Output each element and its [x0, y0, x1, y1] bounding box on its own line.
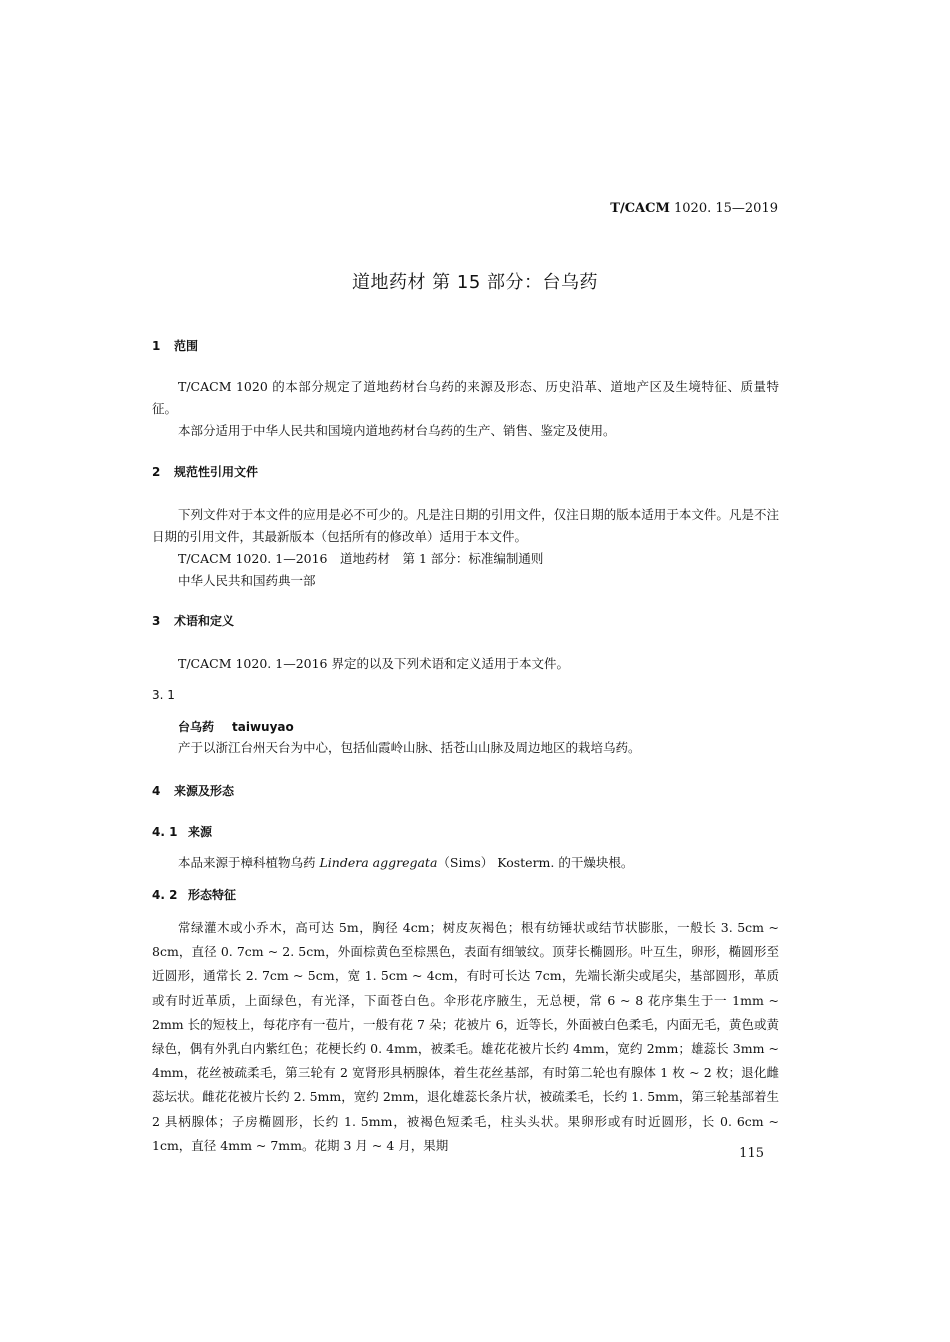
subsection-4-1-heading — [152, 823, 212, 841]
section-number: 3 — [152, 614, 161, 628]
standard-code — [610, 200, 778, 218]
document-title: 道地药材 第 15 部分：台乌药 — [351, 272, 599, 293]
term-chinese: 台乌药 — [178, 720, 215, 734]
section-4-heading — [152, 782, 234, 800]
section-1-paragraph-2: 本部分适用于中华人民共和国境内道地药材台乌药的生产、销售、鉴定及使用。 — [178, 423, 616, 438]
subsection-3-1-number: 3. 1 — [152, 688, 175, 702]
section-title: 规范性引用文件 — [174, 465, 259, 479]
normative-reference-2: 中华人民共和国药典一部 — [178, 573, 316, 588]
latin-species-name: Lindera aggregata — [319, 855, 438, 870]
page-number: 115 — [739, 1146, 764, 1161]
section-number: 2 — [152, 465, 161, 479]
source-text-post: （Sims） Kosterm. 的干燥块根。 — [437, 855, 634, 870]
normative-reference-1: T/CACM 1020. 1—2016 道地药材 第 1 部分：标准编制通则 — [178, 551, 544, 566]
subsection-number: 4. 1 — [152, 825, 178, 839]
section-1-paragraph-1: T/CACM 1020 的本部分规定了道地药材台乌药的来源及形态、历史沿革、道地产区及生境特征、质量特征。 — [152, 379, 779, 416]
section-number: 1 — [152, 339, 161, 353]
standard-code-number: 1020. 15—2019 — [674, 201, 778, 216]
term-entry — [178, 717, 294, 737]
section-title: 范围 — [174, 339, 199, 353]
section-1-heading — [152, 337, 198, 355]
subsection-title: 来源 — [188, 825, 213, 839]
subsection-title: 形态特征 — [188, 888, 237, 902]
subsection-4-2-heading — [152, 886, 236, 904]
source-sentence — [178, 852, 633, 874]
subsection-number: 4. 2 — [152, 888, 178, 902]
section-title: 术语和定义 — [174, 614, 235, 628]
term-english: taiwuyao — [232, 720, 294, 734]
section-3-heading — [152, 612, 234, 630]
section-title: 来源及形态 — [174, 784, 235, 798]
term-definition: 产于以浙江台州天台为中心，包括仙霞岭山脉、括苍山山脉及周边地区的栽培乌药。 — [178, 740, 641, 755]
section-2-heading — [152, 463, 258, 481]
section-number: 4 — [152, 784, 161, 798]
morphology-paragraph: 常绿灌木或小乔木，高可达 5m，胸径 4cm；树皮灰褐色；根有纺锤状或结节状膨胀，一般长 3. 5cm ~ 8cm，直径 0. 7cm ~ 2. 5cm，外面棕黄色至棕黑色，表面有细皱纹。顶芽长椭圆形。叶互生，卵形，椭圆形至近圆形，通常长 2. 7cm ~ 5cm，宽 1. 5cm ~ 4cm，有时可长达 7cm，先端长渐尖或尾尖，基部圆形，革质或有时近革质，上面绿色，有光泽，下面苍白色。伞形花序腋生，无总梗，常 6 ~ 8 花序集生于一 1mm ~ 2mm 长的短枝上，每花序有一苞片，一般有花 7 朵；花被片 6，近等长，外面被白色柔毛，内面无毛，黄色或黄绿色，偶有外乳白内紫红色；花梗长约 0. 4mm，被柔毛。雄花花被片长约 4mm，宽约 2mm；雄蕊长 3mm ~ 4mm，花丝被疏柔毛，第三轮有 2 宽肾形具柄腺体，着生花丝基部，有时第二轮也有腺体 1 枚 ~ 2 枚；退化雌蕊坛状。雌花花被片长约 2. 5mm，宽约 2mm，退化雄蕊长条片状，被疏柔毛，长约 1. 5mm，第三轮基部着生 2 具柄腺体；子房椭圆形，长约 1. 5mm，被褐色短柔毛，柱头头状。果卵形或有时近圆形，长 0. 6cm ~ 1cm，直径 4mm ~ 7mm。花期 3 月 ~ 4 月，果期 — [152, 920, 779, 1153]
section-3-paragraph-1: T/CACM 1020. 1—2016 界定的以及下列术语和定义适用于本文件。 — [178, 656, 569, 671]
source-text-pre: 本品来源于樟科植物乌药 — [178, 855, 320, 870]
standard-code-prefix: T/CACM — [610, 201, 670, 216]
section-2-paragraph-1: 下列文件对于本文件的应用是必不可少的。凡是注日期的引用文件，仅注日期的版本适用于本文件。凡是不注日期的引用文件，其最新版本（包括所有的修改单）适用于本文件。 — [152, 507, 779, 544]
